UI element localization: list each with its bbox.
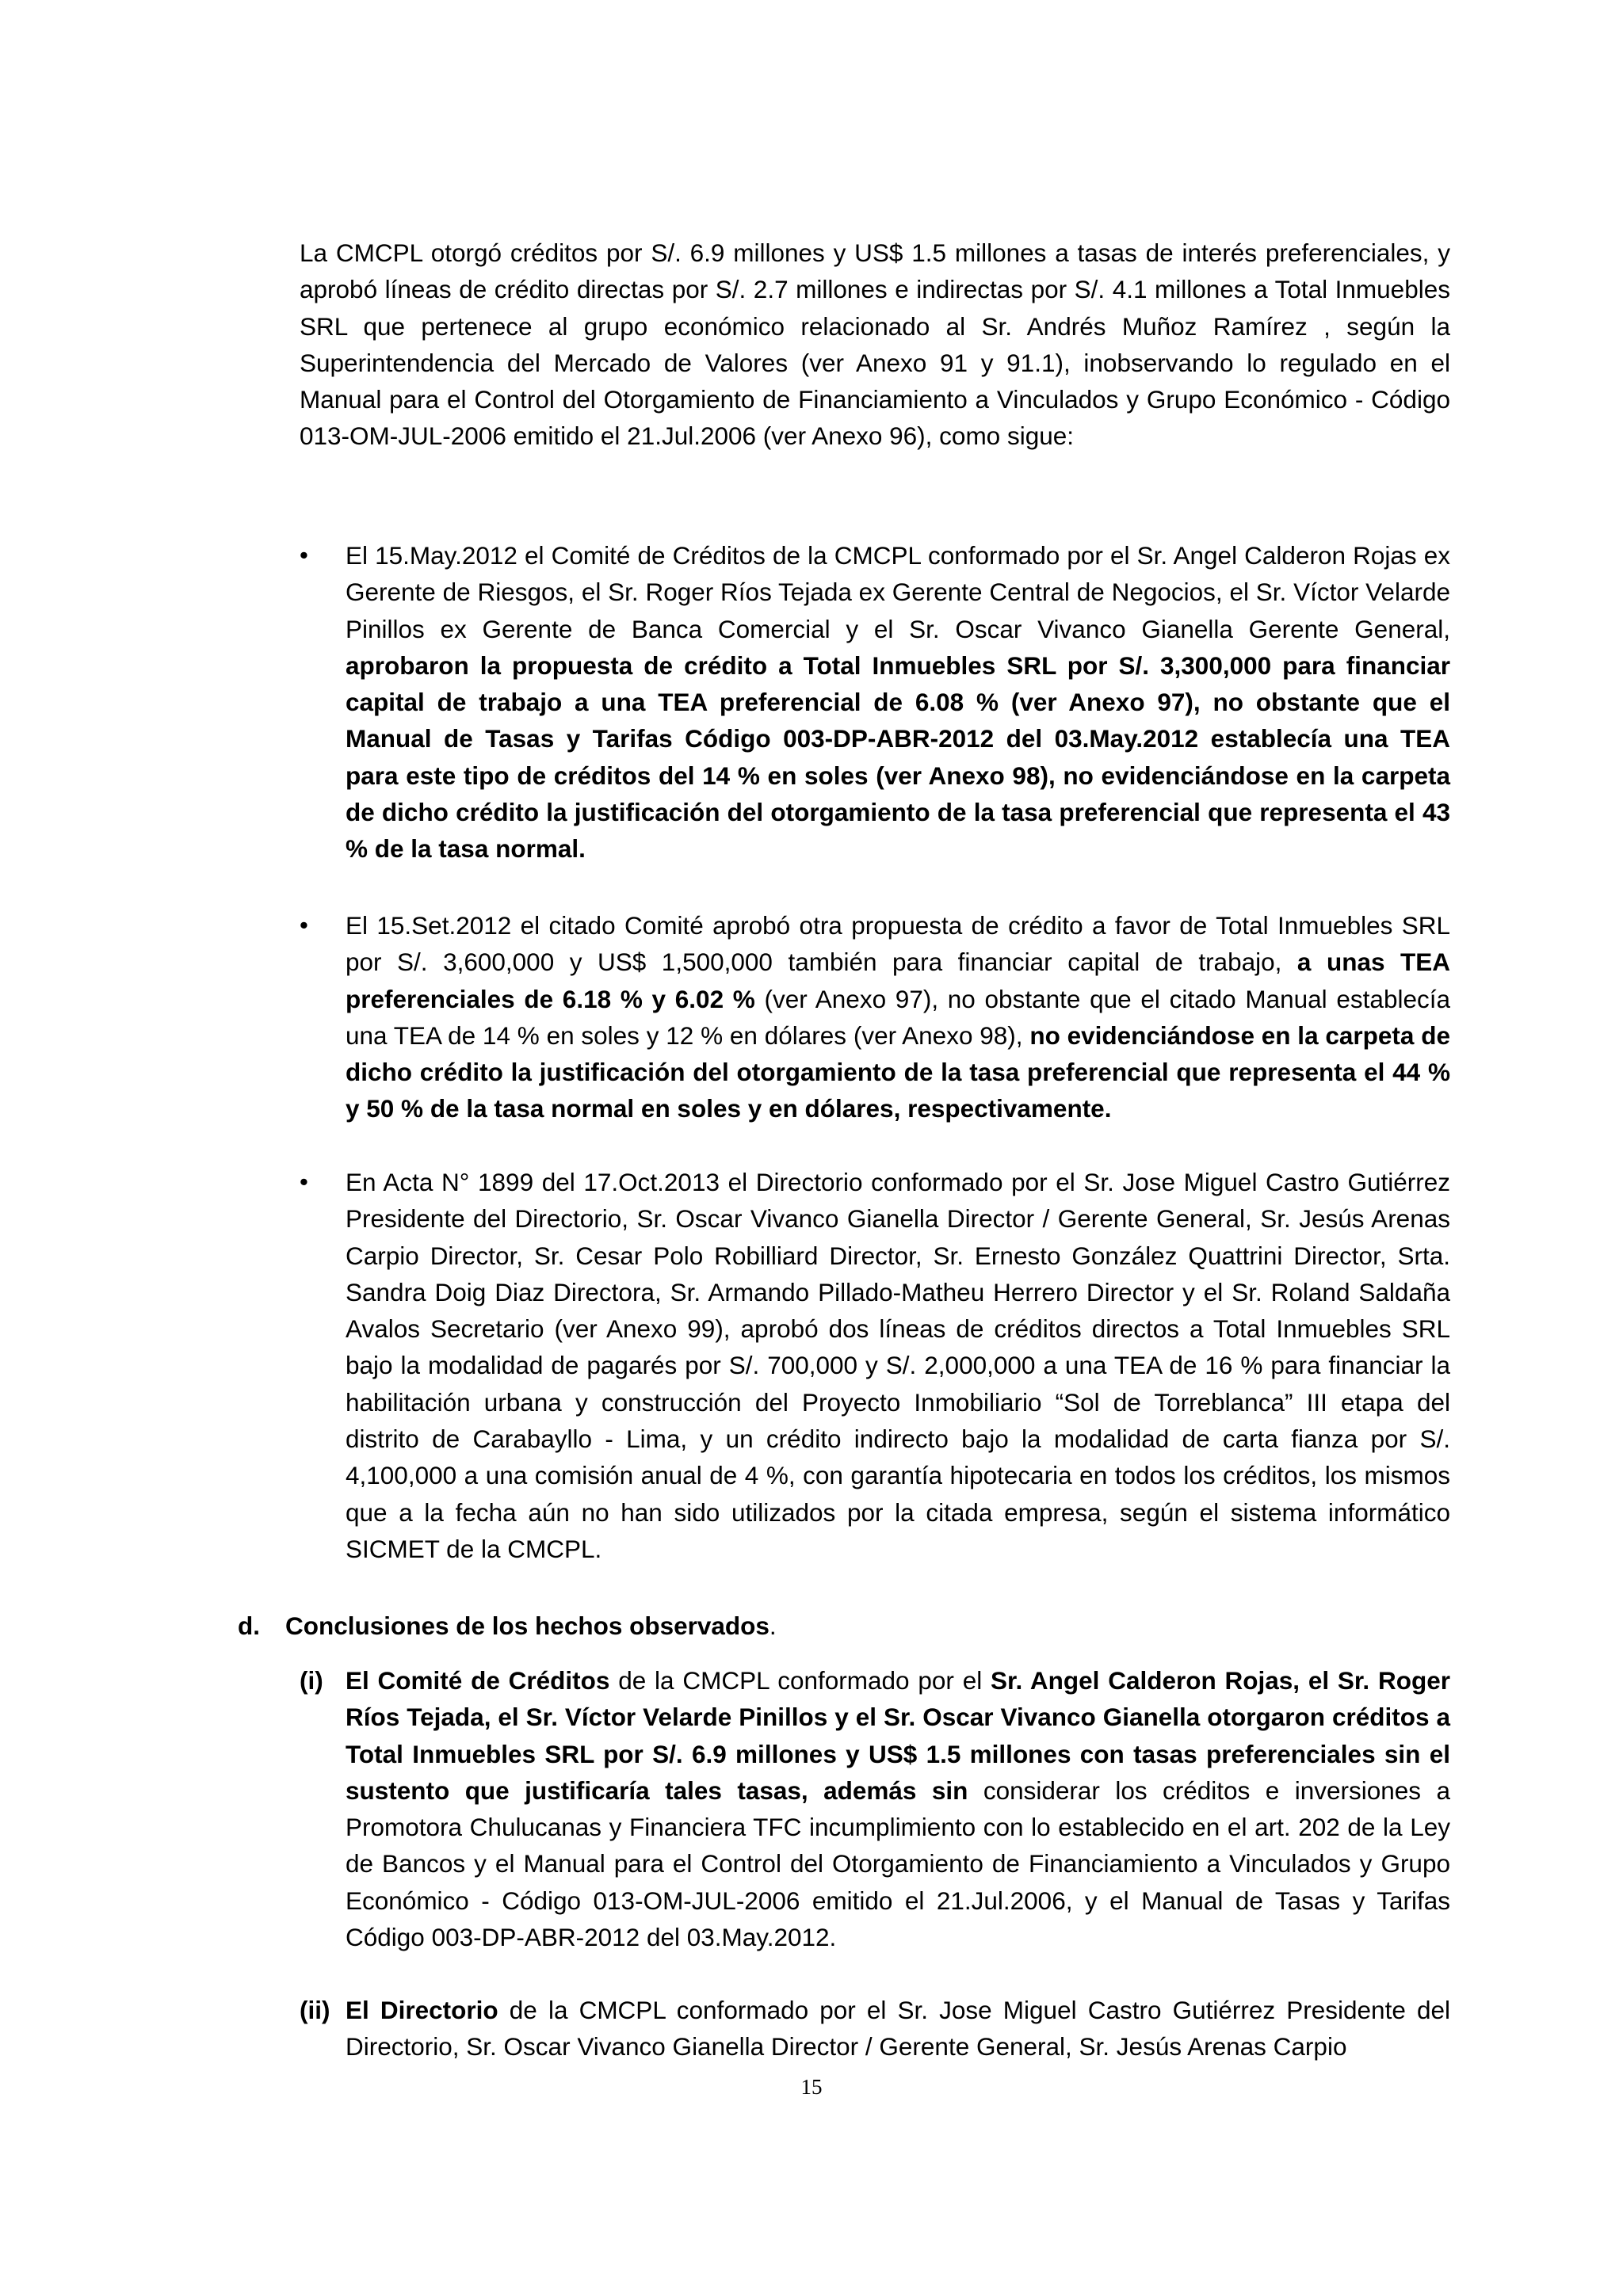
conclusion-text-plain: de la CMCPL conformado por el bbox=[609, 1666, 991, 1695]
bullet-text-bold: aprobaron la propuesta de crédito a Total Inmuebles SRL por S/. 3,300,000 para financiar capital de trabajo a una TEA preferencial de 6.08 % (ver Anexo 97), no obstante que el Manual de Tasas y Tarifas Código 003-DP-ABR-2012 del 03.May.2012 establecía una TEA para este tipo de créditos del 14 % en soles (ver Anexo 98), no evidenciándose en la carpeta de dicho crédito la justificación del otorgamiento de la tasa preferencial que representa el 43 % de la tasa normal. bbox=[346, 650, 1450, 864]
section-d-title-end: . bbox=[769, 1611, 777, 1640]
conclusion-marker: (ii) bbox=[300, 1996, 330, 2024]
bullet-icon: • bbox=[300, 541, 308, 569]
section-d-title: Conclusiones de los hechos observados bbox=[285, 1611, 769, 1640]
conclusion-text-bold: El Directorio bbox=[346, 1996, 498, 2024]
conclusion-text bbox=[346, 1662, 1450, 1955]
conclusion-marker: (i) bbox=[300, 1666, 323, 1695]
bullet-text-plain: El 15.May.2012 el Comité de Créditos de la CMCPL conformado por el Sr. Angel Calderon Rojas ex Gerente de Riesgos, el Sr. Roger Ríos Tejada ex Gerente Central de Negocios, el Sr. Víctor Velarde Pinillos ex Gerente de Banca Comercial y el Sr. Oscar Vivanco Gianella Gerente General, bbox=[346, 541, 1450, 643]
conclusion-text-plain: considerar los créditos e inversiones a Promotora Chulucanas y Financiera TFC incumplimiento con lo establecido en el art. 202 de la Ley de Bancos y el Manual para el Control del Otorgamiento de Financiamiento a Vinculados y Grupo Económico - Código 013-OM-JUL-2006 emitido el 21.Jul.2006, y el Manual de Tasas y Tarifas Código 003-DP-ABR-2012 del 03.May.2012. bbox=[346, 1775, 1450, 1952]
conclusion-text-bold: El Comité de Créditos bbox=[346, 1666, 610, 1695]
bullet-text-plain: El 15.Set.2012 el citado Comité aprobó otra propuesta de crédito a favor de Total Inmuebles SRL por S/. 3,600,000 y US$ 1,500,000 también para financiar capital de trabajo, bbox=[346, 911, 1450, 977]
bullet-text-bold: no evidenciándose en la carpeta de dicho crédito la justificación del otorgamiento de la tasa preferencial que representa el 44 % y 50 % de la tasa normal en soles y en dólares, respectivamente. bbox=[346, 1020, 1450, 1123]
bullet-text: En Acta N° 1899 del 17.Oct.2013 el Directorio conformado por el Sr. Jose Miguel Castro Gutiérrez Presidente del Directorio, Sr. Oscar Vivanco Gianella Director / Gerente General, Sr. Jesús Arenas Carpio Director, Sr. Cesar Polo Robilliard Director, Sr. Ernesto González Quattrini Director, Srta. Sandra Doig Diaz Directora, Sr. Armando Pillado-Matheu Herrero Director y el Sr. Roland Saldaña Avalos Secretario (ver Anexo 99), aprobó dos líneas de créditos directos a Total Inmuebles SRL bajo la modalidad de pagarés por S/. 700,000 y S/. 2,000,000 a una TEA de 16 % para financiar la habilitación urbana y construcción del Proyecto Inmobiliario “Sol de Torreblanca” III etapa del distrito de Carabayllo - Lima, y un crédito indirecto bajo la modalidad de carta fianza por S/. 4,100,000 a una comisión anual de 4 %, con garantía hipotecaria en todos los créditos, los mismos que a la fecha aún no han sido utilizados por la citada empresa, según el sistema informático SICMET de la CMCPL. bbox=[346, 1168, 1450, 1563]
bullet-text-bold: a unas TEA preferenciales de 6.18 % y 6.02 % bbox=[346, 948, 1451, 1013]
bullet-text bbox=[346, 537, 1450, 868]
bullet-text-plain: (ver Anexo 97), no obstante que el citado Manual establecía una TEA de 14 % en soles y 12 % en dólares (ver Anexo 98), bbox=[346, 984, 1450, 1050]
section-d-heading bbox=[238, 1608, 777, 1644]
bullet-icon: • bbox=[300, 911, 308, 939]
conclusion-text-plain: de la CMCPL conformado por el Sr. Jose Miguel Castro Gutiérrez Presidente del Directorio, Sr. Oscar Vivanco Gianella Director / Gerente General, Sr. Jesús Arenas Carpio bbox=[346, 1996, 1451, 2061]
bullet-icon: • bbox=[300, 1168, 308, 1196]
intro-paragraph: La CMCPL otorgó créditos por S/. 6.9 millones y US$ 1.5 millones a tasas de interés preferenciales, y aprobó líneas de crédito directas por S/. 2.7 millones e indirectas por S/. 4.1 millones a Total Inmuebles SRL que pertenece al grupo económico relacionado al Sr. Andrés Muñoz Ramírez , según la Superintendencia del Mercado de Valores (ver Anexo 91 y 91.1), inobservando lo regulado en el Manual para el Control del Otorgamiento de Financiamiento a Vinculados y Grupo Económico - Código 013-OM-JUL-2006 emitido el 21.Jul.2006 (ver Anexo 96), como sigue: bbox=[300, 238, 1450, 451]
conclusion-text-bold: Sr. Angel Calderon Rojas, el Sr. Roger Ríos Tejada, el Sr. Víctor Velarde Pinillos y el Sr. Oscar Vivanco Gianella otorgaron créditos a Total Inmuebles SRL por S/. 6.9 millones y US$ 1.5 millones con tasas preferenciales sin el sustento que justificaría tales tasas, además sin bbox=[346, 1666, 1450, 1805]
bullet-text bbox=[346, 907, 1450, 1127]
page-number: 15 bbox=[800, 2075, 823, 2099]
section-d-marker: d. bbox=[238, 1611, 260, 1640]
conclusion-text bbox=[346, 1992, 1450, 2065]
